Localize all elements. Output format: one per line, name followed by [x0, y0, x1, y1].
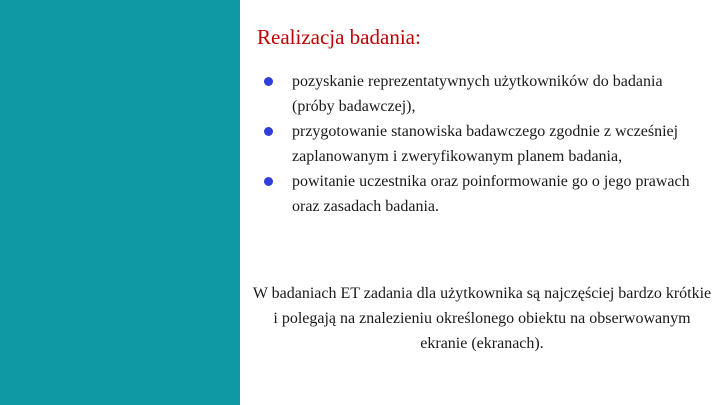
summary-note: W badaniach ET zadania dla użytkownika są najczęściej bardzo krótkie i polegają na znalezieniu określonego obiektu na obserwowanym ekranie (ekranach). — [252, 285, 712, 352]
bullet-text: powitanie uczestnika oraz poinformowanie go o jego prawach oraz zasadach badania. — [292, 173, 690, 215]
bullet-text: przygotowanie stanowiska badawczego zgodnie z wcześniej zaplanowanym i zweryfikowanym planem badania, — [292, 123, 679, 165]
bullet-text: pozyskanie reprezentatywnych użytkowników do badania (próby badawczej), — [292, 73, 663, 115]
bullet-dot-icon — [264, 127, 273, 136]
list-item — [264, 69, 704, 119]
list-item — [264, 119, 704, 169]
side-color-band — [0, 0, 240, 405]
bullet-dot-icon — [264, 77, 273, 86]
bullet-list — [264, 69, 704, 219]
slide-title: Realizacja badania: — [257, 25, 421, 49]
bullet-dot-icon — [264, 177, 273, 186]
list-item — [264, 169, 704, 219]
